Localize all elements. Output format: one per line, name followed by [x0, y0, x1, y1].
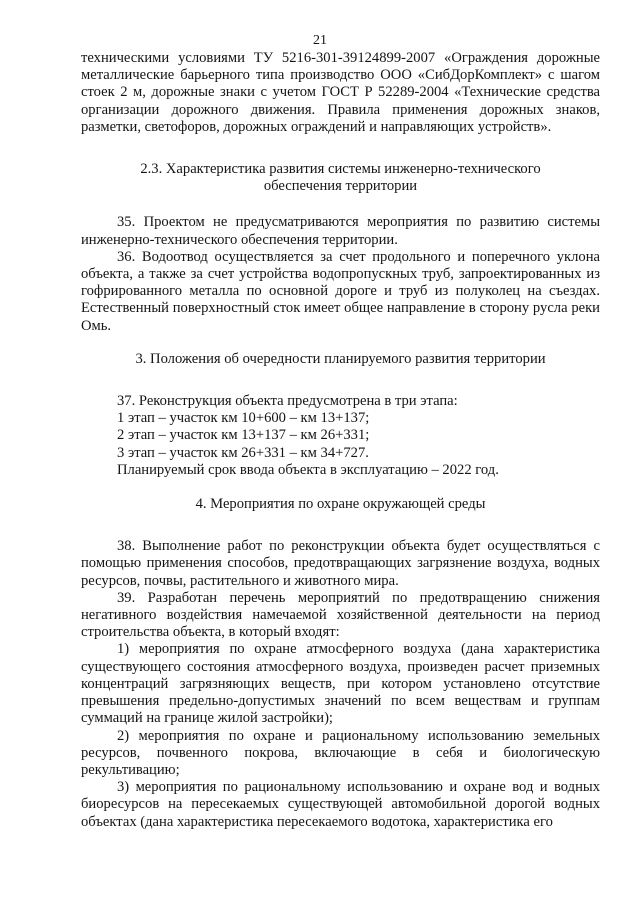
stage-item: 2 этап – участок км 13+137 – км 26+331;: [117, 427, 370, 444]
paragraph-35: 35. Проектом не предусматриваются мероприятия по развитию системы инженерно-технического обеспечения территории.: [81, 214, 600, 248]
section-4-heading: 4. Мероприятия по охране окружающей среды: [195, 496, 486, 513]
stage-item: 1 этап – участок км 10+600 – км 13+137;: [117, 410, 370, 427]
stages-list: [81, 410, 600, 479]
list-item-2: 2) мероприятия по охране и рациональному использованию земельных ресурсов, почвенного покрова, включающие в себя и биологическую рекультивацию;: [81, 727, 600, 778]
paragraph-36: 36. Водоотвод осуществляется за счет продольного и поперечного уклона объекта, а также за счет устройства водопропускных труб, запроектированных из гофрированного металла по основной дороге и труб из полуколец на съездах. Естественный поверхностный сток имеет общее направление в сторону русла реки Омь.: [81, 248, 600, 334]
section-2-3-heading: [81, 161, 600, 195]
intro-paragraph: техническими условиями ТУ 5216-301-39124899-2007 «Ограждения дорожные металлические барьерного типа производство ООО «СибДорКомплект» с шагом стоек 2 м, дорожные знаки с учетом ГОСТ Р 52289-2004 «Технические средства организации дорожного движения. Правила применения дорожных знаков, разметки, светофоров, дорожных ограждений и направляющих устройств».: [81, 50, 600, 135]
stage-item: 3 этап – участок км 26+331 – км 34+727.: [117, 444, 369, 461]
page-body: [81, 50, 600, 831]
paragraph-37: 37. Реконструкция объекта предусмотрена в три этапа:: [117, 393, 458, 410]
section-2-3-heading-line1: 2.3. Характеристика развития системы инженерно-технического: [140, 161, 541, 178]
page-number: 21: [313, 33, 327, 48]
planned-commissioning: Планируемый срок ввода объекта в эксплуатацию – 2022 год.: [117, 461, 499, 478]
section-2-3-heading-line2: обеспечения территории: [263, 178, 418, 195]
list-item-1: 1) мероприятия по охране атмосферного воздуха (дана характеристика существующего состояния атмосферного воздуха, произведен расчет приземных концентраций загрязняющих веществ, при котором установлено отсутствие превышения предельно-допустимых значений по всем веществам и группам суммаций на границе жилой застройки);: [81, 641, 600, 727]
paragraph-38: 38. Выполнение работ по реконструкции объекта будет осуществляться с помощью применения способов, предотвращающих загрязнение воздуха, водных ресурсов, почвы, растительного и животного мира.: [81, 538, 600, 589]
paragraph-39: 39. Разработан перечень мероприятий по предотвращению снижения негативного воздействия намечаемой хозяйственной деятельности на период строительства объекта, в который входят:: [81, 589, 600, 641]
section-3-heading: 3. Положения об очередности планируемого развития территории: [135, 350, 546, 367]
list-item-3: 3) мероприятия по рациональному использованию и охране вод и водных биоресурсов на пересекаемых существующей автомобильной дорогой водных объектах (дана характеристика пересекаемого водотока, характеристика его: [81, 779, 600, 830]
